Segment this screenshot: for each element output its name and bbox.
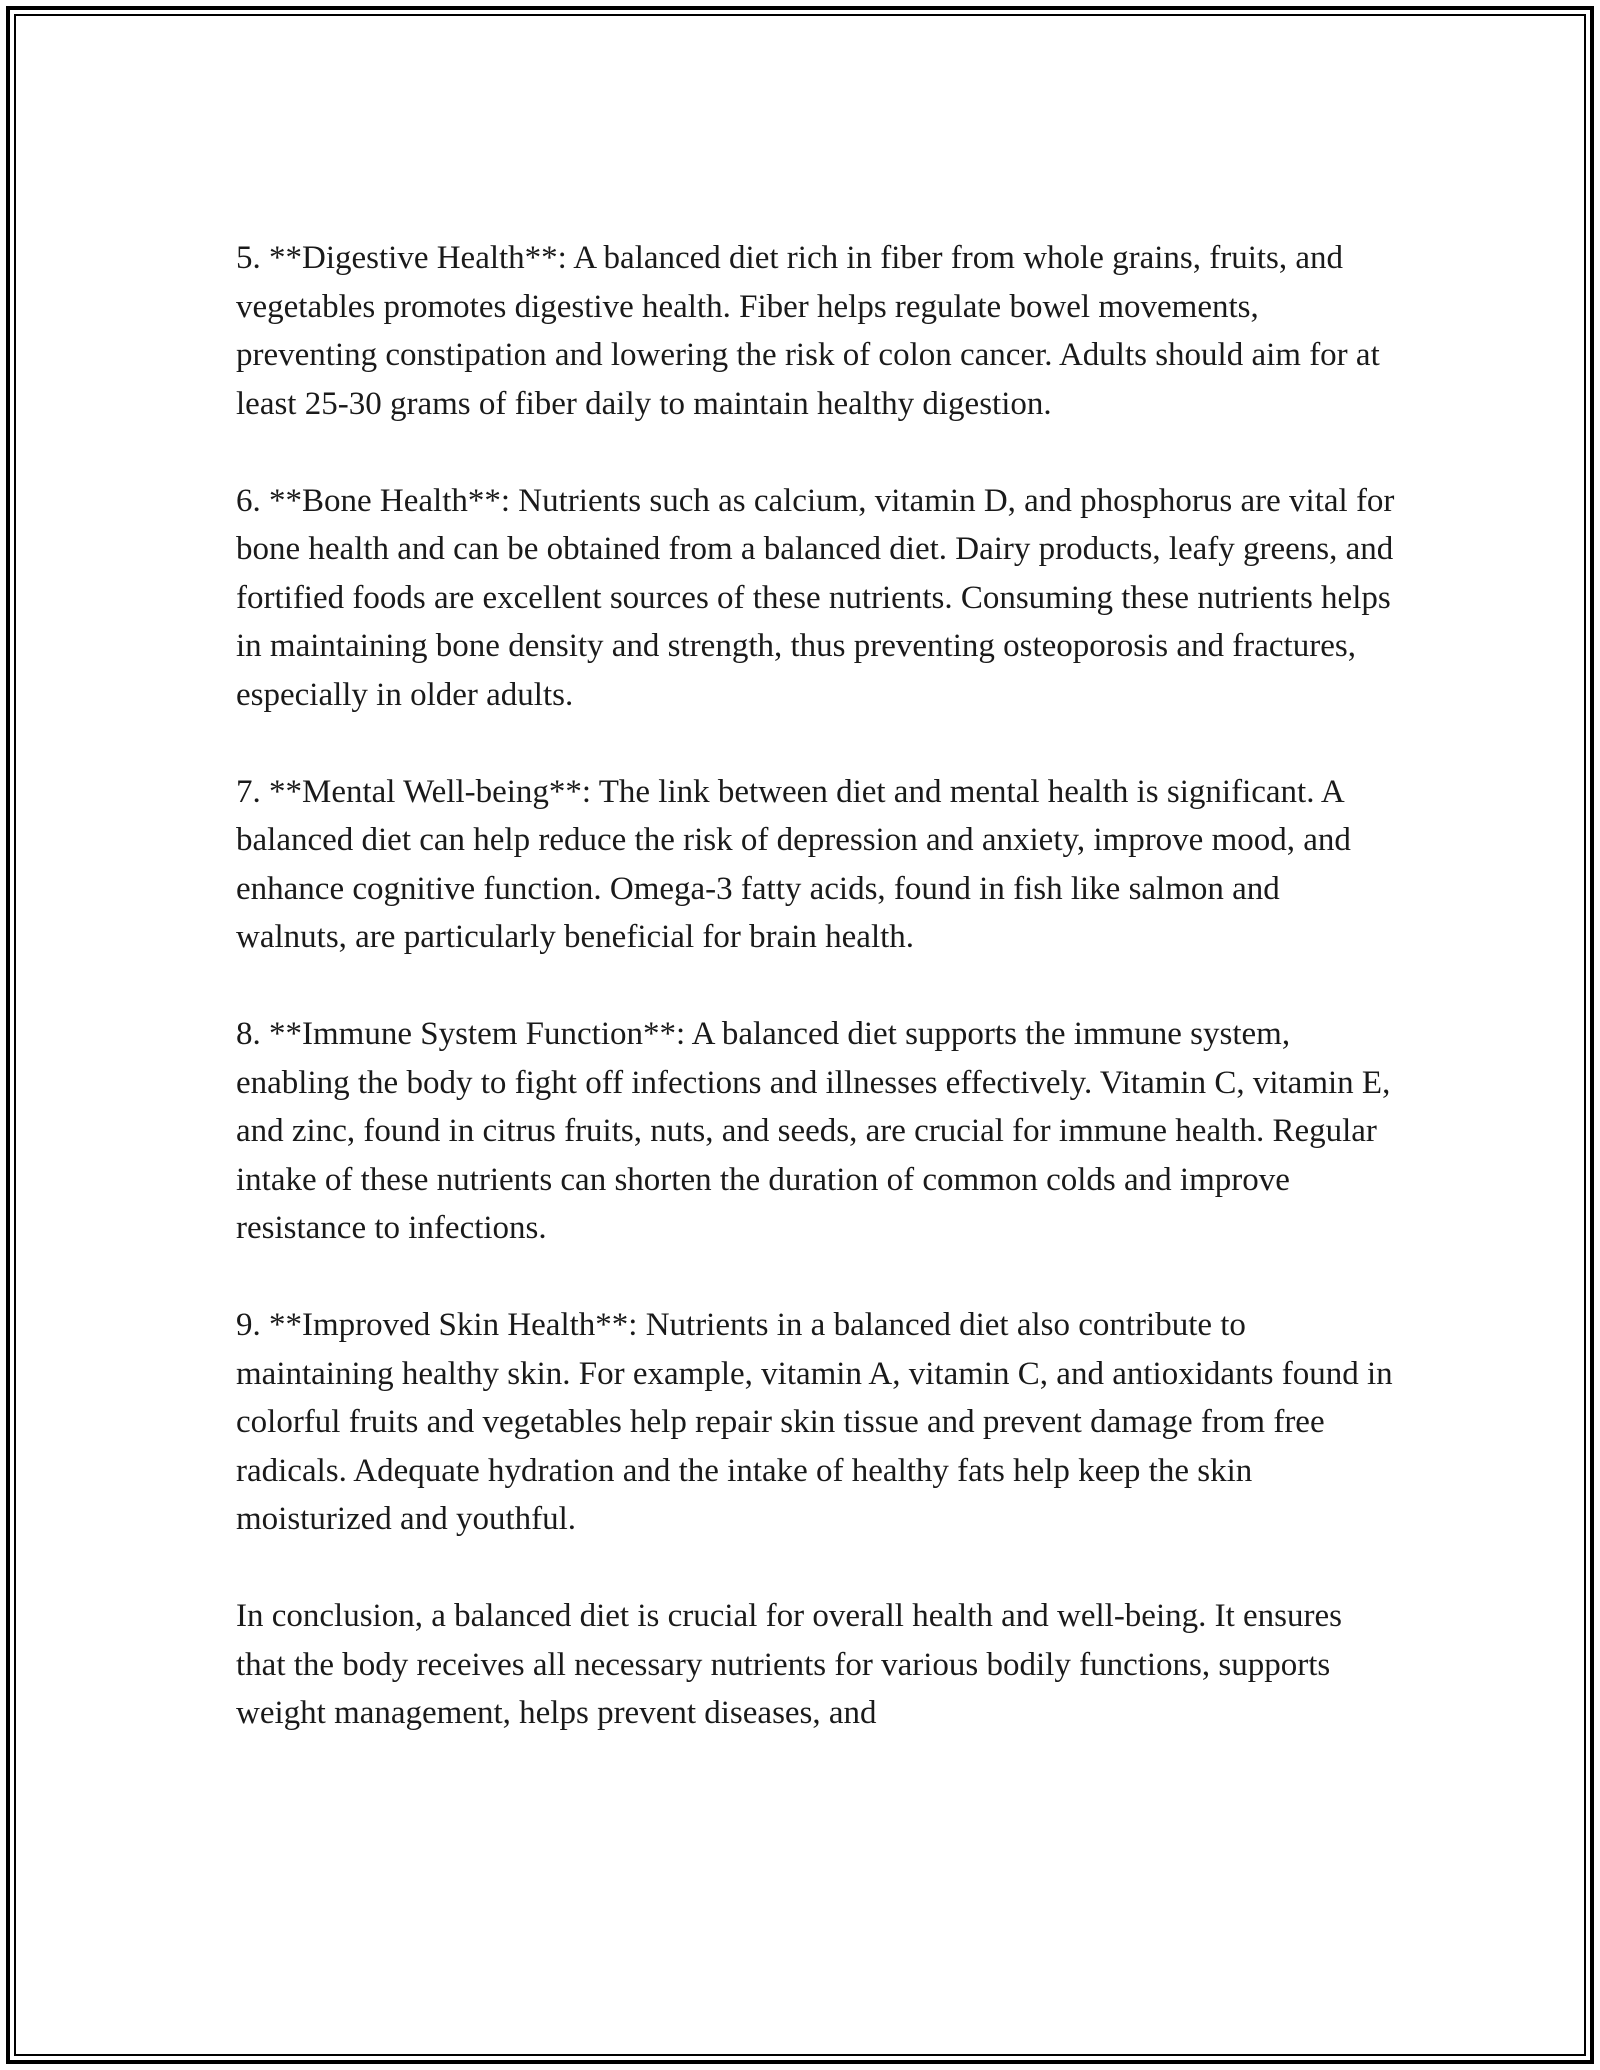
paragraph-mental-well-being: 7. **Mental Well-being**: The link between diet and mental health is significant. A balanced diet can help reduce the risk of depression and anxiety, improve mood, and enhance cognitive function. Omega-3 fatty acids, found in fish like salmon and walnuts, are particularly beneficial for brain health.: [236, 773, 1351, 955]
paragraph-bone-health: 6. **Bone Health**: Nutrients such as calcium, vitamin D, and phosphorus are vital for bone health and can be obtained from a balanced diet. Dairy products, leafy greens, and fortified foods are excellent sources of these nutrients. Consuming these nutrients helps in maintaining bone density and strength, thus preventing osteoporosis and fractures, especially in older adults.: [236, 482, 1395, 713]
paragraph-improved-skin-health: 9. **Improved Skin Health**: Nutrients in a balanced diet also contribute to maintaining healthy skin. For example, vitamin A, vitamin C, and antioxidants found in colorful fruits and vegetables help repair skin tissue and prevent damage from free radicals. Adequate hydration and the intake of healthy fats help keep the skin moisturized and youthful.: [236, 1307, 1393, 1537]
paragraph-digestive-health: 5. **Digestive Health**: A balanced diet rich in fiber from whole grains, fruits, and vegetables promotes digestive health. Fiber helps regulate bowel movements, preventing constipation and lowering the risk of colon cancer. Adults should aim for at least 25-30 grams of fiber daily to maintain healthy digestion.: [236, 240, 1380, 422]
document-body: [236, 234, 1396, 1786]
paragraph-immune-system-function: 8. **Immune System Function**: A balanced diet supports the immune system, enabling the body to fight off infections and illnesses effectively. Vitamin C, vitamin E, and zinc, found in citrus fruits, nuts, and seeds, are crucial for immune health. Regular intake of these nutrients can shorten the duration of common colds and improve resistance to infections.: [236, 1016, 1391, 1246]
paragraph-conclusion: In conclusion, a balanced diet is crucial for overall health and well-being. It ensures that the body receives all necessary nutrients for various bodily functions, supports weight management, helps prevent diseases, and: [236, 1598, 1342, 1731]
